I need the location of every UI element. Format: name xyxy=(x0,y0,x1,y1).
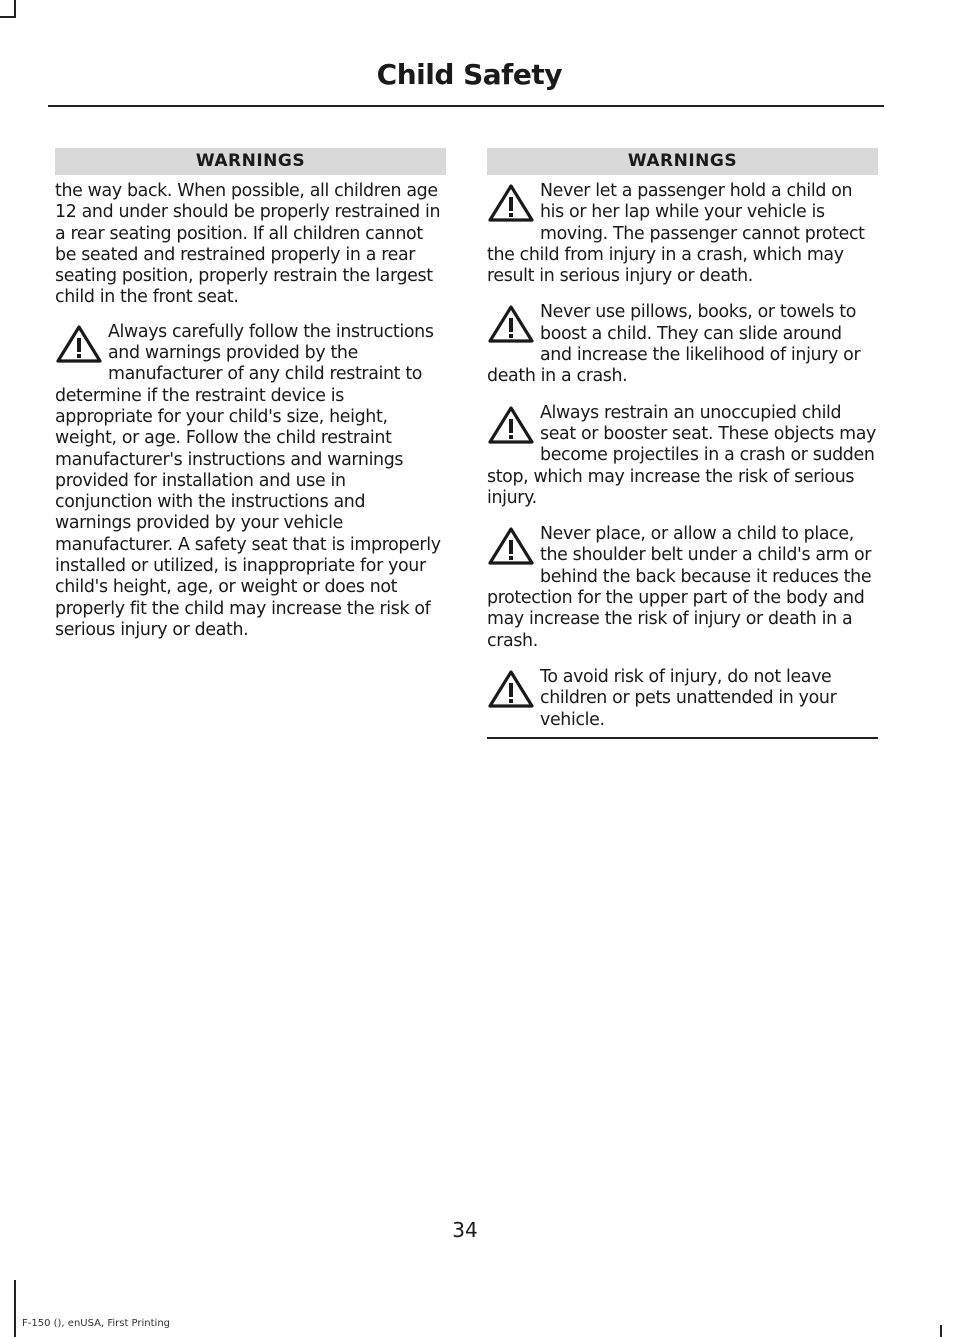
warning-item xyxy=(55,322,446,641)
warning-item xyxy=(487,667,878,731)
left-column xyxy=(55,148,446,656)
warning-text: Always carefully follow the instructions and warnings provided by the manufacturer of any child restraint to determine if the restraint device is appropriate for your child's size, height, weight, or age. Follow the child restraint manufacturer's instructions and warnings provided for installation and use in conjunction with the instructions and warnings provided by your vehicle manufacturer. A safety seat that is improperly installed or utilized, is inappropriate for your child's height, age, or weight or does not properly fit the child may increase the risk of serious injury or death. xyxy=(55,321,441,640)
page-number: 34 xyxy=(452,1218,478,1242)
warnings-heading: WARNINGS xyxy=(487,148,878,175)
warning-item xyxy=(487,403,878,509)
warning-triangle-icon xyxy=(487,524,537,586)
warning-item xyxy=(487,524,878,652)
warnings-heading: WARNINGS xyxy=(55,148,446,175)
crop-mark-bottom-left-v xyxy=(14,1280,16,1337)
warning-item xyxy=(487,181,878,287)
crop-mark-top-left-h xyxy=(0,16,16,18)
warning-text: Always restrain an unoccupied child seat or booster seat. These objects may become projectiles in a crash or sudden stop, which may increase the risk of serious injury. xyxy=(487,402,876,508)
warning-triangle-icon xyxy=(55,322,105,384)
warning-triangle-icon xyxy=(487,181,537,243)
right-column xyxy=(487,148,878,739)
warning-text: Never let a passenger hold a child on his or her lap while your vehicle is moving. The passenger cannot protect the child from injury in a crash, which may result in serious injury or death. xyxy=(487,181,865,287)
section-title: Child Safety xyxy=(376,58,562,91)
warnings-end-rule xyxy=(487,737,878,739)
header-rule xyxy=(48,105,884,107)
footer-print-info: F-150 (), enUSA, First Printing xyxy=(22,1318,171,1329)
warning-text: To avoid risk of injury, do not leave children or pets unattended in your vehicle. xyxy=(540,666,837,730)
warning-triangle-icon xyxy=(487,403,537,465)
warning-triangle-icon xyxy=(487,667,537,729)
warning-text: Never use pillows, books, or towels to boost a child. They can slide around and increase the likelihood of injury or death in a crash. xyxy=(487,302,861,387)
warning-text: Never place, or allow a child to place, the shoulder belt under a child's arm or behind the back because it reduces the protection for the upper part of the body and may increase the risk of injury or death in a crash. xyxy=(487,524,872,651)
crop-mark-bottom-right-v xyxy=(940,1325,942,1337)
intro-paragraph: the way back. When possible, all children age 12 and under should be properly restrained in a rear seating position. If all children cannot be seated and restrained properly in a rear seating position, properly restrain the largest child in the front seat. xyxy=(55,181,441,308)
warning-triangle-icon xyxy=(487,302,537,364)
warning-item xyxy=(487,302,878,387)
